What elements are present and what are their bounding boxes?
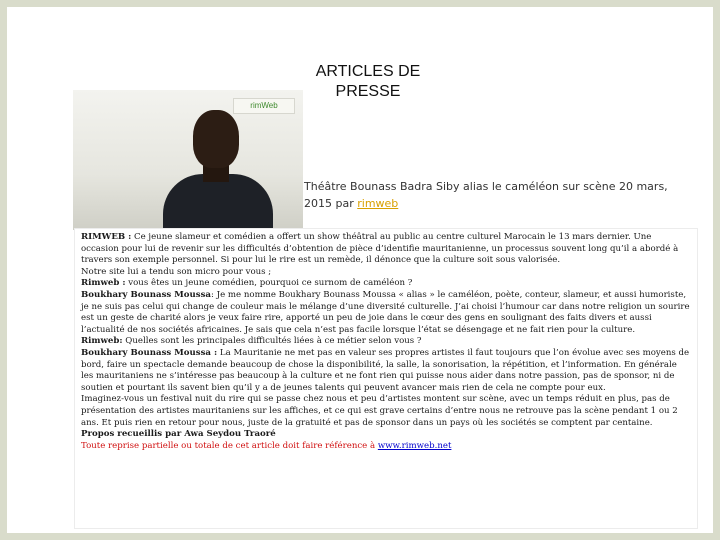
person-body [163, 174, 273, 230]
author-link[interactable]: rimweb [357, 197, 399, 210]
article-body [74, 228, 698, 529]
slide-title: ARTICLES DE PRESSE [315, 63, 421, 100]
speaker-label: Boukhary Bounass Moussa [81, 289, 211, 300]
article-paragraph [81, 394, 691, 429]
speaker-label: RIMWEB : [81, 232, 132, 242]
paragraph-text: La Mauritanie ne met pas en valeur ses propres artistes il faut toujours que l’on évolue avec ses moyens de bord, faire un spectacle demande beaucoup de chose la disponibilité, la salle, la sonorisation, la répétition, et l’information. En générale les mauritaniens ne s’intéresse pas beaucoup à la culture et ne font rien qui puisse nous aider dans notre passion, pas de sponsor, ni de soutien et pourtant ils savent bien qu’il y a de jeunes talents qui peuvent avancer mais rien de cela ne compte pour eux. [81, 347, 690, 393]
rimweb-logo: rimWeb [233, 98, 295, 114]
caption-text: Théâtre Bounass Badra Siby alias le caméléon sur scène 20 mars, 2015 par [304, 180, 668, 210]
paragraph-text: Ce jeune slameur et comédien a offert un show théâtral au public au centre culturel Marocain le 13 mars dernier. Une occasion pour lui de revenir sur les difficultés d’obtention de pièce d’identifie mauritanienne, un processus souvent long qu’il a abordé à travers son exemple personnel. Si pour lui le rire est un remède, il dénonce que la culture soit sous valorisée. [81, 232, 679, 266]
credit-text: Propos recueillis par Awa Seydou Traoré [81, 429, 276, 440]
article-paragraph [81, 336, 691, 348]
reprint-notice [81, 441, 691, 453]
article-caption [304, 178, 684, 212]
speaker-label: Rimweb: [81, 336, 123, 347]
paragraph-text: : Je me nomme Boukhary Bounass Moussa « alias » le caméléon, poète, conteur, slameur, et aussi humoriste, je ne suis pas celui qui change de couleur mais le mélange d’une diversité culturelle. J’ai choisi l’humour car dans notre religion un sourire est un geste de charité alors je veux faire rire, apporté un peu de joie dans le cœur des gens en soulignant des faits divers et aussi l’actualité de nos sociétés africaines. Je sais que cela n’est pas facile lorsque l’état se désengage et ne fait rien pour la culture. [81, 289, 690, 335]
article-paragraph [81, 290, 691, 336]
article-paragraph [81, 232, 691, 267]
article-paragraph [81, 267, 691, 279]
article-credit [81, 429, 691, 441]
article-paragraph [81, 348, 691, 394]
speaker-label: Rimweb : [81, 278, 126, 289]
person-head [193, 110, 239, 168]
notice-text: Toute reprise partielle ou totale de cet article doit faire référence à [81, 440, 378, 451]
paragraph-text: Notre site lui a tendu son micro pour vous ; [81, 266, 272, 277]
paragraph-text: Quelles sont les principales difficultés liées à ce métier selon vous ? [122, 336, 422, 347]
article-photo [73, 90, 303, 230]
article-paragraph [81, 278, 691, 290]
rimweb-link[interactable]: www.rimweb.net [377, 440, 452, 451]
speaker-label: Boukhary Bounass Moussa : [81, 347, 218, 358]
paragraph-text: vous êtes un jeune comédien, pourquoi ce surnom de caméléon ? [125, 278, 413, 289]
paragraph-text: Imaginez-vous un festival nuit du rire qui se passe chez nous et peu d’artistes montent sur scène, avec un temps réduit en plus, pas de présentation des artistes mauritaniens sur les affiches, et ce qui est grave certains d’entre nous ne retrouve pas la scène pendant 1 ou 2 ans. Et puis rien en retour pour nous, juste de la gratuité et pas de sponsor dans un pays où les sociétés se comptent par centaine. [81, 394, 678, 428]
